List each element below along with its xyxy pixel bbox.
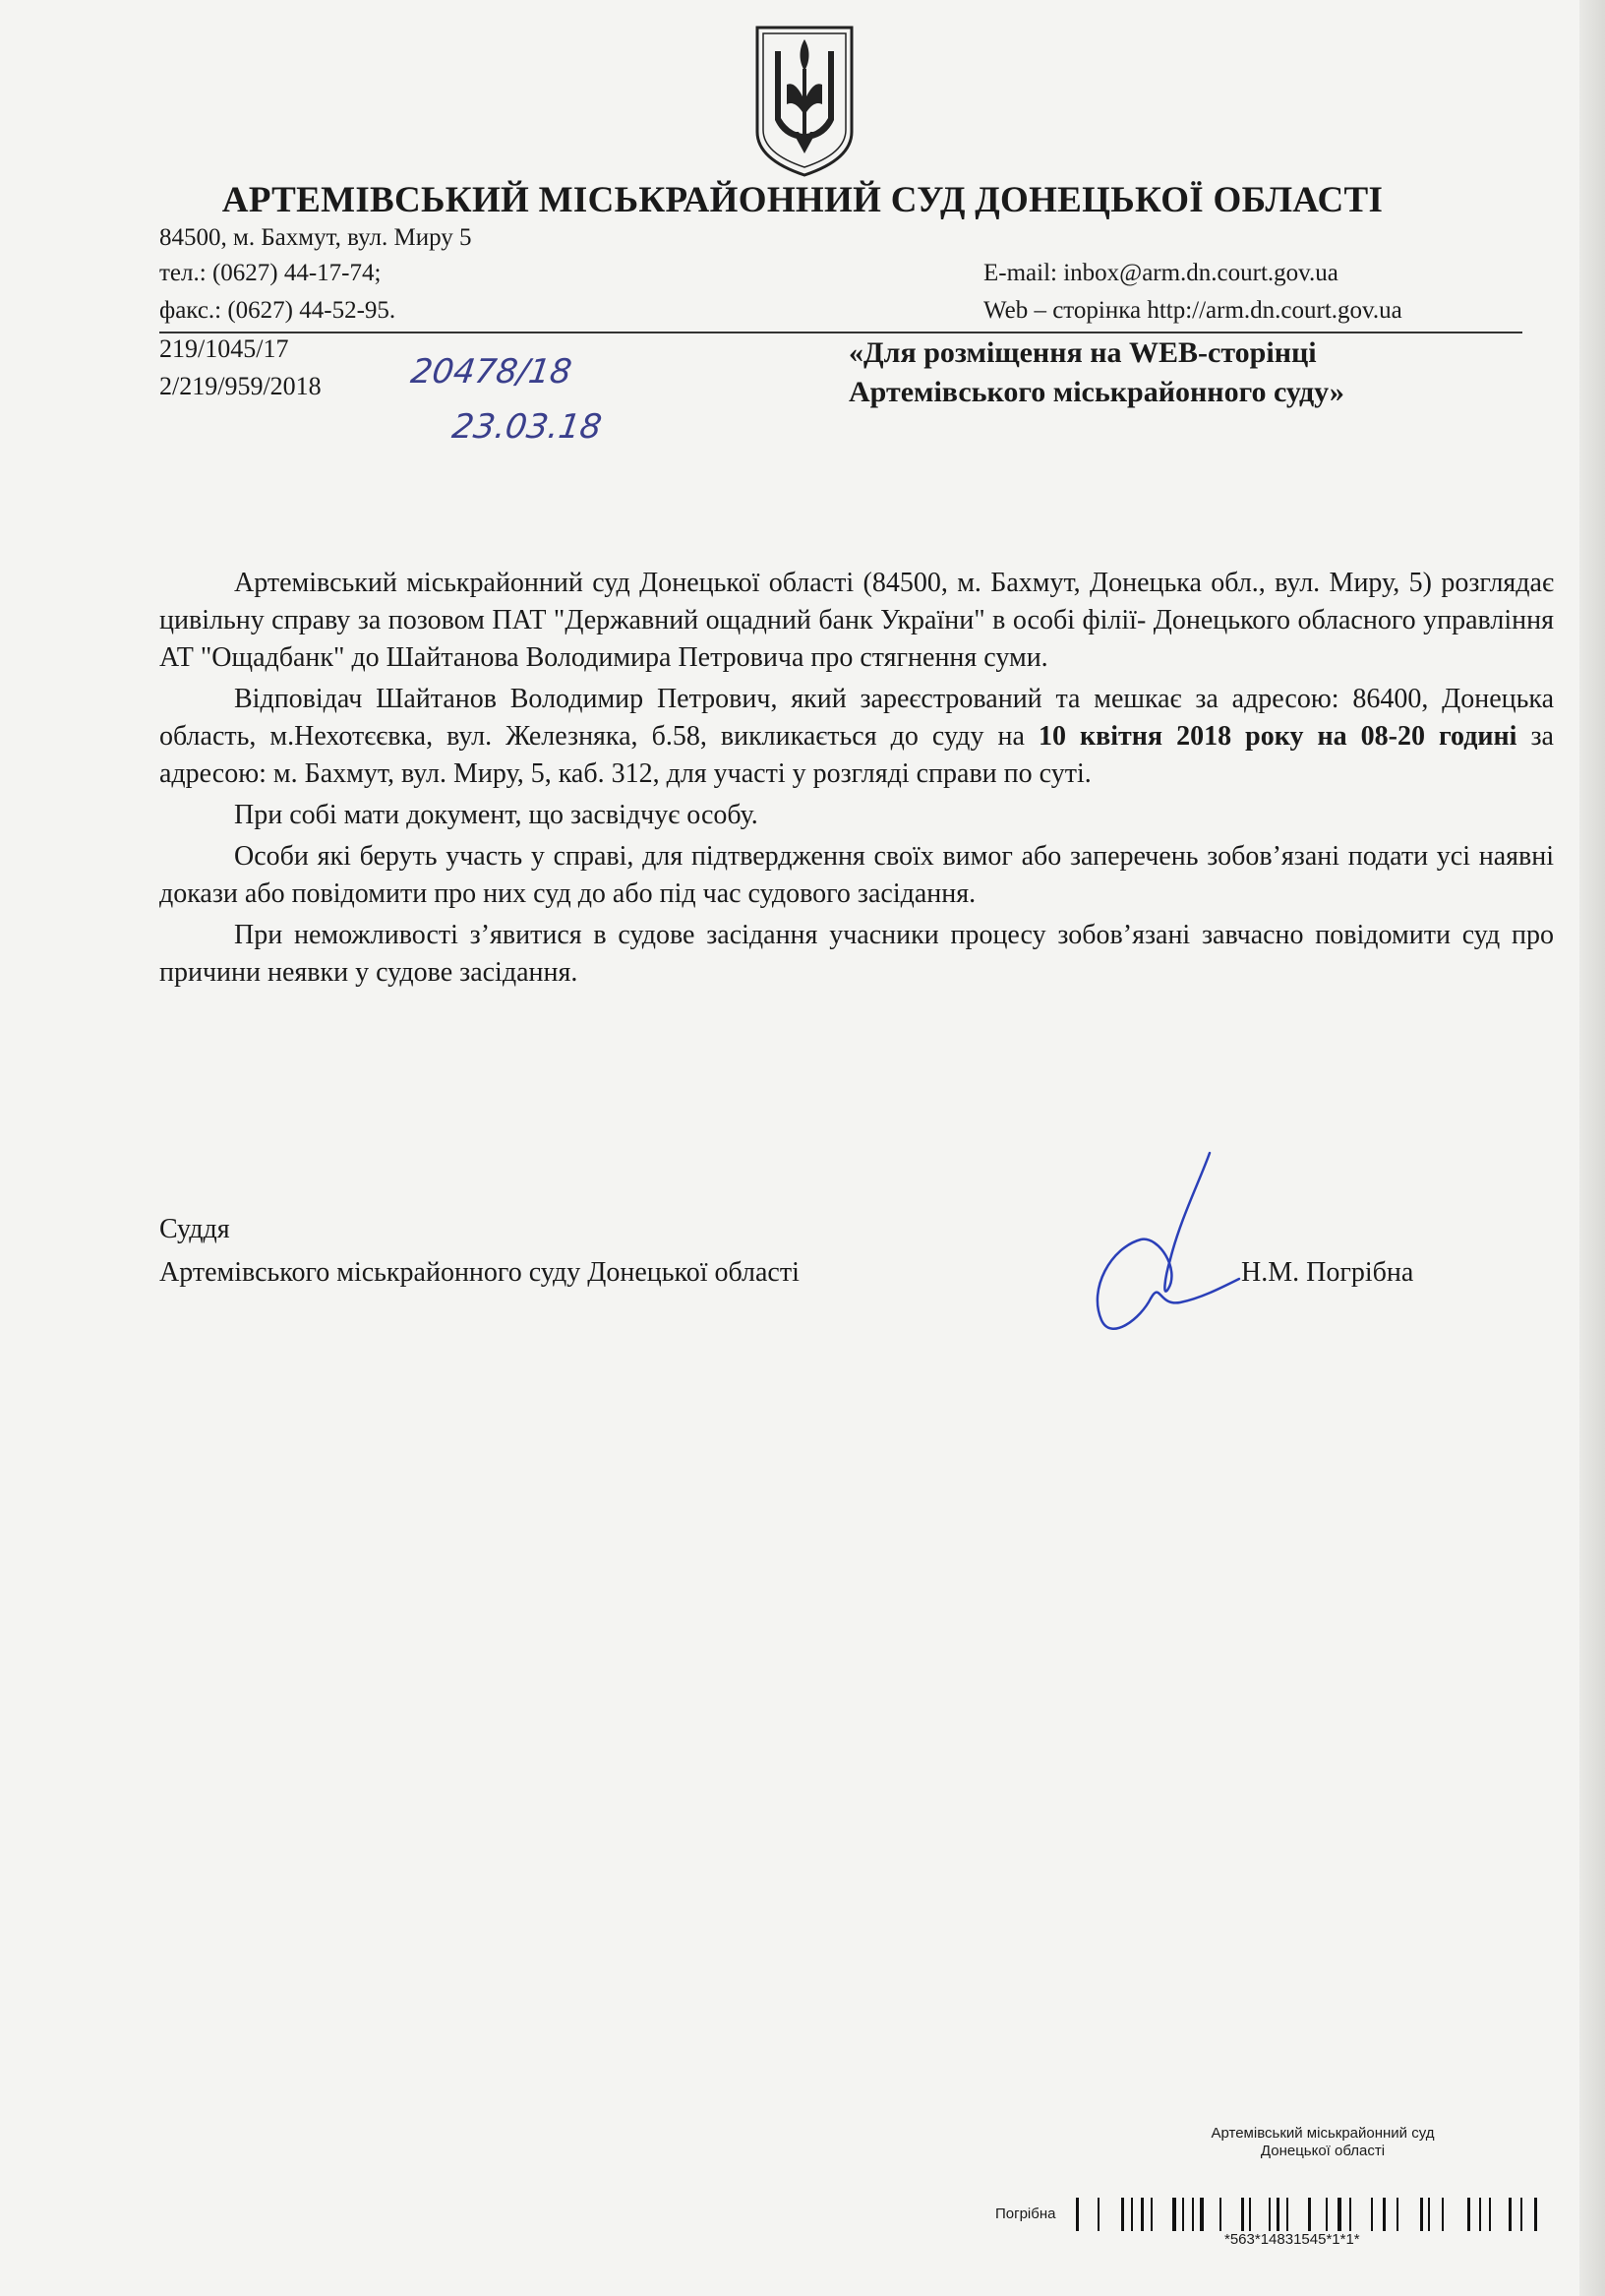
paragraph-absence: При неможливості з’явитися в судове засідання учасники процесу зобов’язані завчасно повідомити суд про причини неявки у судове засідання. xyxy=(159,920,1554,988)
court-web: Web – сторінка http://arm.dn.court.gov.ua xyxy=(983,297,1402,324)
stamp-name: Погрібна xyxy=(995,2205,1056,2222)
hearing-date: 10 квітня 2018 року на 08-20 годині xyxy=(1038,721,1517,752)
judge-name: Н.М. Погрібна xyxy=(1241,1257,1414,1288)
case-number-1: 219/1045/17 xyxy=(159,334,289,363)
barcode-text: *563*14831545*1*1* xyxy=(1224,2231,1360,2248)
web-note-line-1: «Для розміщення на WEB-сторінці xyxy=(849,336,1317,369)
judge-title: Суддя xyxy=(159,1214,230,1244)
handwritten-reg-number: 20478/18 xyxy=(408,352,574,392)
summons-text-before: Відповідач Шайтанов Володимир Петрович, який зареєстрований та мешкає за адресою: 86400, Донецька область, м.Нехотєєвка, вул. Железняка, б.58, викликається до суду на xyxy=(159,684,1554,752)
summons-text-after: за адресою: м. Бахмут, вул. Миру, 5, каб. 312, для участі у розгляді справи по суті. xyxy=(159,721,1554,789)
handwritten-reg-date: 23.03.18 xyxy=(449,407,605,447)
handwritten-signature xyxy=(1033,1141,1259,1348)
summons-body xyxy=(159,565,1554,996)
stamp-court-line-1: Артемівський міськрайонний суд xyxy=(1211,2125,1435,2142)
judge-court: Артемівського міськрайонного суду Донецької області xyxy=(159,1257,800,1288)
coat-of-arms-icon xyxy=(749,22,860,179)
barcode xyxy=(1076,2198,1538,2231)
registry-stamp-court xyxy=(1175,2125,1470,2160)
case-number-2: 2/219/959/2018 xyxy=(159,372,322,400)
web-publication-note xyxy=(849,333,1344,412)
court-title: АРТЕМІВСЬКИЙ МІСЬКРАЙОННИЙ СУД ДОНЕЦЬКОЇ ОБЛАСТІ xyxy=(221,180,1384,220)
paragraph-summons xyxy=(159,681,1554,793)
stamp-court-line-2: Донецької області xyxy=(1260,2143,1386,2159)
web-note-line-2: Артемівського міськрайонного суду» xyxy=(849,376,1344,408)
court-phone: тел.: (0627) 44-17-74; xyxy=(159,260,382,286)
page-edge xyxy=(1579,0,1605,2296)
court-email: E-mail: inbox@arm.dn.court.gov.ua xyxy=(983,260,1338,286)
court-fax: факс.: (0627) 44-52-95. xyxy=(159,297,396,324)
paragraph-case: Артемівський міськрайонний суд Донецької області (84500, м. Бахмут, Донецька обл., вул. Миру, 5) розглядає цивільну справу за позовом ПАТ "Державний ощадний банк України" в особі філії- Донецького обласного управління АТ "Ощадбанк" до Шайтанова Володимира Петровича про стягнення суми. xyxy=(159,568,1554,673)
court-address: 84500, м. Бахмут, вул. Миру 5 xyxy=(159,224,472,251)
paragraph-evidence: Особи які беруть участь у справі, для підтвердження своїх вимог або заперечень зобов’язані подати усі наявні докази або повідомити про них суд до або під час судового засідання. xyxy=(159,841,1554,909)
paragraph-id-document: При собі мати документ, що засвідчує особу. xyxy=(234,800,758,830)
